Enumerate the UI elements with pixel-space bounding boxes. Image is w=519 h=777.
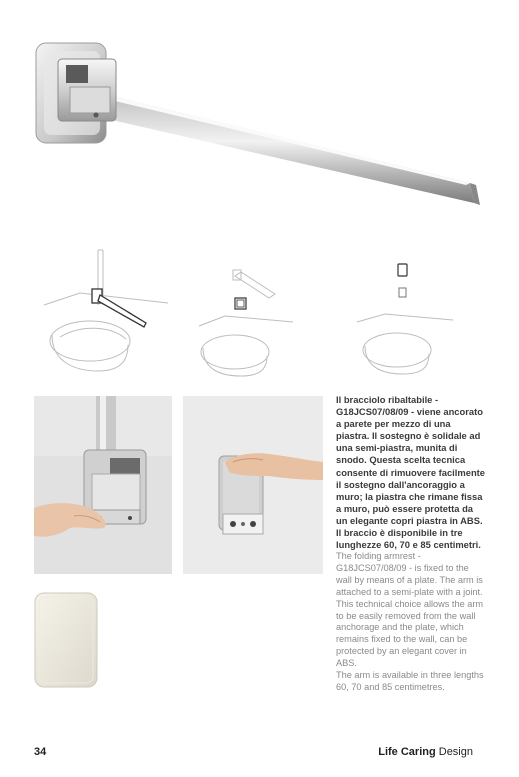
description-english (336, 551, 486, 694)
wall-plate-photo-hand (183, 396, 323, 574)
footer-brand (378, 746, 473, 758)
description-italian (336, 394, 486, 551)
installation-diagram-1 (40, 245, 170, 375)
brand-bold: Life Caring (378, 746, 436, 758)
abs-cover-image (34, 592, 98, 688)
description-it-paragraph-1: Il bracciolo ribaltabile - G18JCS07/08/09 - viene ancorato a parete per mezzo di una piastra. Il sostegno è solidale ad una semi-piastra, munita di snodo. Questa scelta tecnica consente di rimuovere facilmente il sostegno dall'ancoraggio a muro; la piastra che rimane fissa a muro, può essere protetta da un elegante copri piastra in ABS. (336, 394, 486, 526)
page-number: 34 (34, 746, 47, 758)
description-en-paragraph-1: The folding armrest - G18JCS07/08/09 - is fixed to the wall by means of a plate. The arm is attached to a semi-plate with a joint. This technical choice allows the arm to be easily removed from the wall anchorage and the plate, which remains fixed to the wall, can be protected by an elegant cover in ABS. (336, 551, 484, 669)
description-en-paragraph-2: The arm is available in three lengths 60, 70 and 85 centimetres. (336, 670, 484, 692)
brand-light: Design (438, 746, 473, 758)
description-it-paragraph-2: Il braccio è disponibile in tre lunghezze 60, 70 e 85 centimetri. (336, 527, 481, 551)
installation-diagram-3 (355, 260, 455, 380)
installation-diagram-2 (195, 260, 295, 380)
mounting-photo-hand (34, 396, 172, 574)
hero-armrest-image (30, 35, 480, 225)
